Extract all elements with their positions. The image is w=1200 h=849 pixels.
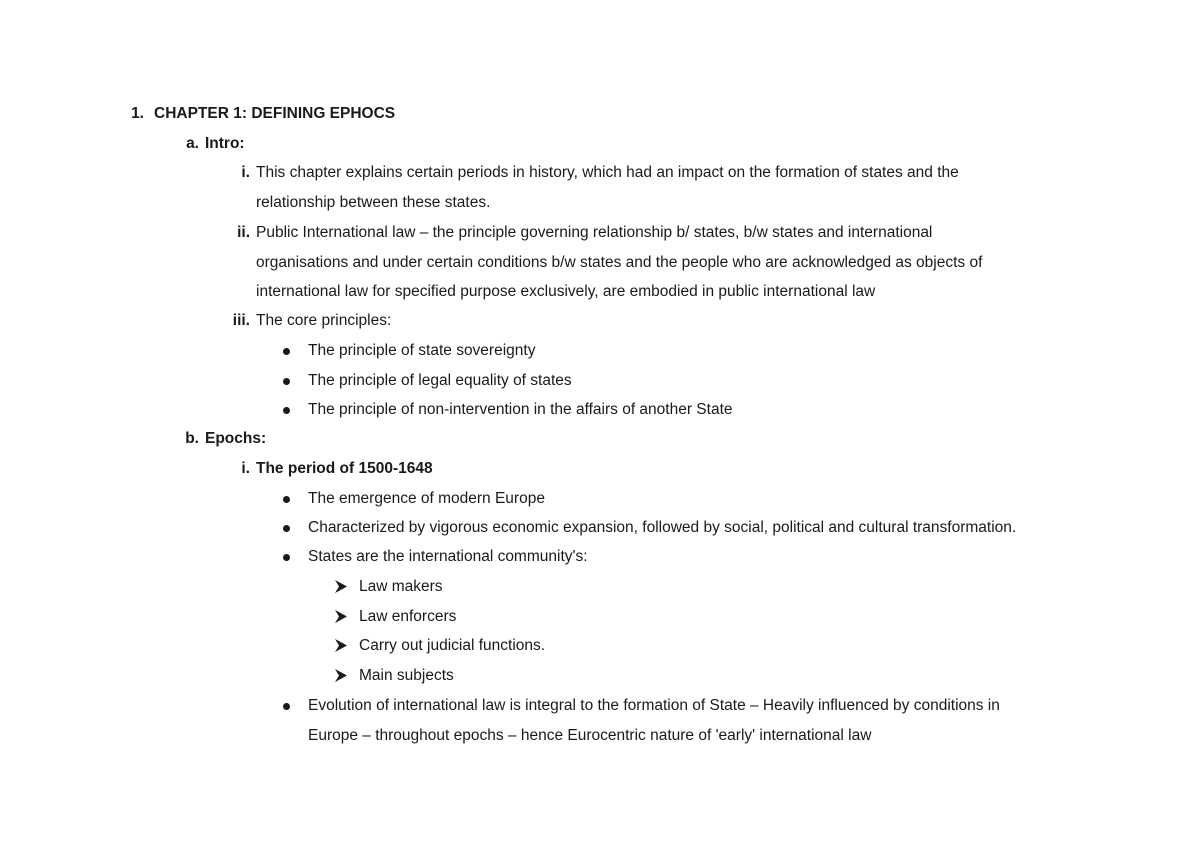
bullet-text: The principle of legal equality of states [308,372,572,389]
arrow-bullet-icon [334,638,348,653]
bullet-text: The emergence of modern Europe [308,490,545,507]
arrow-bullet-icon [334,668,348,683]
item-numeral: iii. [232,312,250,329]
bullet-icon [283,703,290,710]
intro-item-3 [232,311,392,331]
period-title: The period of 1500-1648 [256,460,433,477]
role-item [359,636,545,656]
item-text [256,223,1095,312]
period-bullet [308,489,545,509]
chapter-title: CHAPTER 1: DEFINING EPHOCS [154,105,396,122]
bullet-text-line: Europe – throughout epochs – hence Eurocentric nature of 'early' international law [308,726,872,744]
role-item [359,666,454,686]
principle-bullet [308,371,572,391]
role-item [359,607,456,627]
period-heading [241,459,433,479]
bullet-icon [283,348,290,355]
item-numeral: ii. [237,224,250,241]
role-text: Law makers [359,578,443,595]
item-numeral: i. [241,164,250,181]
chapter-heading [131,104,396,124]
section-letter: a. [186,135,199,152]
item-text [256,163,1095,222]
item-text-line: organisations and under certain conditions b/w states and the people who are acknowledged as objects of [256,253,983,271]
period-bullet [308,547,588,567]
arrow-bullet-icon [334,579,348,594]
chapter-number: 1. [131,105,144,122]
section-letter: b. [185,430,199,447]
arrow-bullet-icon [334,609,348,624]
bullet-text [308,696,1095,755]
bullet-text: Characterized by vigorous economic expansion, followed by social, political and cultural transformation. [308,519,1017,536]
item-text-line: international law for specified purpose exclusively, are embodied in public international law [256,283,876,301]
intro-item-2 [237,223,1095,312]
intro-item-1 [241,163,1095,222]
role-text: Carry out judicial functions. [359,637,546,654]
role-text: Law enforcers [359,608,457,625]
bullet-text: The principle of non-intervention in the affairs of another State [308,401,733,418]
item-numeral: i. [241,460,250,477]
item-text-line: relationship between these states. [256,193,491,211]
bullet-icon [283,554,290,561]
principle-bullet [308,400,733,420]
item-text-line: Public International law – the principle governing relationship b/ states, b/w states and international [256,224,933,241]
item-text-line: This chapter explains certain periods in history, which had an impact on the formation of states and the [256,164,959,181]
section-title: Intro: [205,135,245,152]
role-item [359,577,443,597]
role-text: Main subjects [359,667,454,684]
period-bullet [308,518,1016,538]
bullet-icon [283,496,290,503]
item-text: The core principles: [256,312,392,329]
section-title: Epochs: [205,430,267,447]
bullet-icon [283,525,290,532]
principle-bullet [308,341,535,361]
bullet-text: The principle of state sovereignty [308,342,536,359]
bullet-text: States are the international community's: [308,548,588,565]
bullet-text-line: Evolution of international law is integral to the formation of State – Heavily influenced by conditions in [308,697,1000,714]
bullet-icon [283,378,290,385]
section-epochs-heading [185,429,267,449]
section-intro-heading [186,134,245,154]
evolution-bullet [308,696,1095,755]
bullet-icon [283,407,290,414]
